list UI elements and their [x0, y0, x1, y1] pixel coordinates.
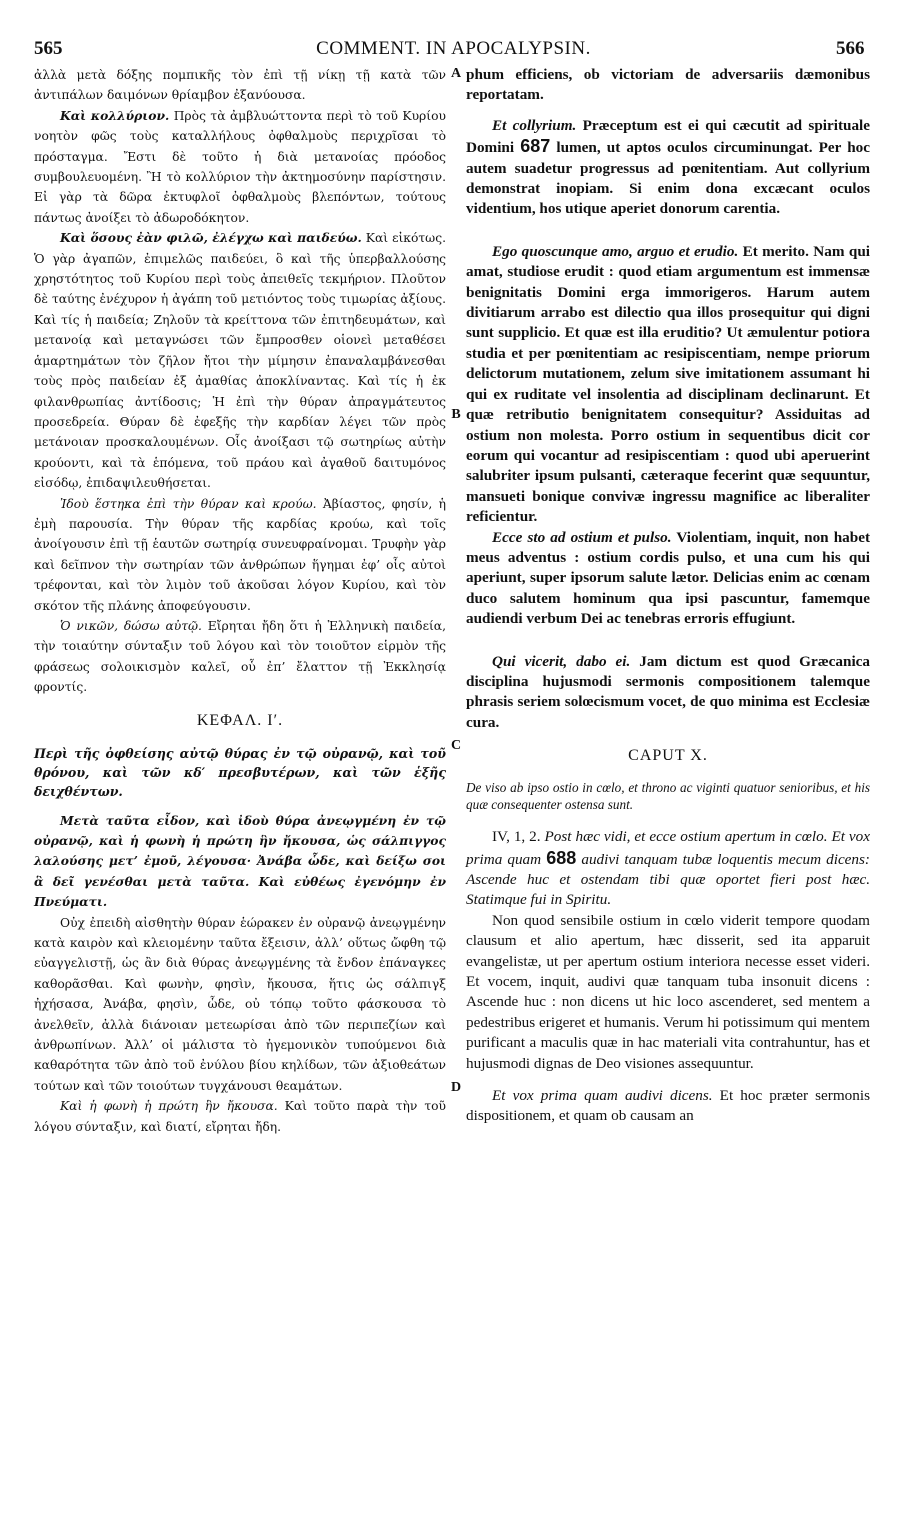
- latin-chapter-summary: De viso ab ipso ostio in cœlo, et throno ac viginti quatuor senioribus, et his quæ consequenter ostensa sunt.: [466, 780, 870, 813]
- column-number-688: 688: [546, 847, 577, 868]
- latin-lemma: Ego quoscunque amo, arguo et erudio.: [492, 242, 739, 260]
- greek-lemma: Ἰδοὺ ἕστηκα ἐπὶ τὴν θύραν καὶ κρούω.: [60, 496, 317, 511]
- latin-lemma: Et vox prima quam audivi dicens.: [492, 1087, 713, 1105]
- greek-text: Ἀβίαστος, φησίν, ἡ ἐμὴ παρουσία. Τὴν θύραν τῆς καρδίας κρούω, καὶ τοῖς ἀνοίγουσιν ἐπὶ τῇ ἑαυτῶν σωτηρίᾳ συνευφραίνομαι. Τρυφὴν γὰρ καὶ δεῖπνον τὴν σωτηρίαν τῶν ἀνθρώπων ἥγημαι ἐφ’ οἷς αὐτοὶ τρέφονται, καὶ τὸν λιμὸν τοῦ ἀκοῦσαι λόγον Κυρίου, καὶ τὸν σκότον τῆς πλάνης ἀποφεύγουσιν.: [34, 496, 446, 613]
- greek-paragraph: Οὐχ ἐπειδὴ αἰσθητὴν θύραν ἑώρακεν ἐν οὐρανῷ ἀνεῳγμένην κατὰ καιρὸν καὶ κλειομένην ταῦτα ἔξεισιν, ἀλλ’ οὕτως ὤφθη τῷ εὐαγγελιστῇ, ὡς ἂν διὰ θύρας ἀνεῳγμένης τὰ ἔνδον ἐπάναγκες καθορᾶσθαι. Καὶ φωνὴν, φησὶν, ἤκουσα, ἥτις ὡς σάλπιγξ ἠχήσασα, Ἀνάβα, φησὶν, ὧδε, οὐ τόπῳ τοῦτο φάσκουσα τὸ ἀνελθεῖν, ἀλλὰ διάνοιαν μετεωρίσαι ἀπὸ τῶν περιπεζίων καὶ ἀνθρωπίνων. Ἀλλ’ οἱ μάλιστα τὸ ἡγεμονικὸν τυπούμενοι διὰ καθαρότητα τῶν ἀπὸ τοῦ ἐνύλου βίου κηλίδων, τῶν ἀξιοθεάτων τούτων καὶ τῶν τοιούτων τυγχάνουσι θεαμάτων.: [34, 915, 446, 1093]
- latin-paragraph: [466, 652, 870, 734]
- greek-lemma: Καὶ ἡ φωνὴ ἡ πρώτη ἣν ἤκουσα.: [60, 1099, 278, 1114]
- page-number-left: 565: [34, 38, 63, 59]
- latin-lemma: Et collyrium.: [492, 116, 577, 134]
- greek-chapter-heading: ΚΕΦΑΛ. Ι′.: [196, 711, 284, 729]
- greek-lemma: Ὁ νικῶν, δώσω αὐτῷ.: [60, 618, 202, 633]
- greek-paragraph: [34, 106, 446, 228]
- page-number-right: 566: [836, 38, 865, 59]
- greek-text: Εἴρηται ἤδη ὅτι ἡ Ἑλληνικὴ παιδεία, τὴν τοιαύτην σύνταξιν τοῦ λόγου καὶ τὸν τοιοῦτον εἱρμὸν τῆς φράσεως σολοικισμὸν καλεῖ, οὗ ἐπ’ ἔλαττον τῇ Ἐκκλησίᾳ φροντίς.: [34, 618, 446, 695]
- latin-lemma: Ecce sto ad ostium et pulso.: [492, 528, 672, 546]
- latin-text: lumen, ut aptos oculos circuminungat. Per hoc autem suadetur progressus ad pœnitentiam. Aut collyrium demonstrat inopiam. Si enim dona excæcant oculos videntium, hos utique aperiet donorum carentia.: [466, 139, 870, 218]
- margin-letter-a: A: [450, 66, 462, 81]
- greek-paragraph: [34, 494, 446, 616]
- greek-text: Καὶ τοῦτο παρὰ τὴν τοῦ λόγου σύνταξιν, καὶ διατί, εἴρηται ἤδη.: [34, 1099, 447, 1134]
- latin-paragraph: [466, 1086, 870, 1127]
- greek-paragraph: [34, 616, 446, 698]
- greek-lemma: Καὶ κολλύριον.: [60, 107, 170, 123]
- latin-text: Violentiam, inquit, non habet meus adventus : ostium cordis pulso, et una cum his qui aperiunt, super ipsorum salute lætor. Delicias enim ac cœnam duco salutem hominum qua ipsi pascuntur, famemque audiendi verbum Dei ac tenebras erroris effugiunt.: [466, 528, 870, 628]
- greek-paragraph: [34, 1096, 446, 1137]
- latin-text: audivi tanquam tubæ loquentis mecum dicens: Ascende huc et ostendam tibi quæ oportet fieri post hæc. Statimque fui in Spiritu.: [466, 850, 870, 909]
- margin-letter-b: B: [451, 407, 461, 422]
- verse-reference: IV, 1, 2.: [492, 828, 541, 846]
- latin-scripture: [466, 827, 870, 911]
- margin-letter-d: D: [450, 1080, 462, 1095]
- column-number-687: 687: [520, 136, 551, 157]
- latin-paragraph: [466, 528, 870, 630]
- latin-paragraph: Non quod sensibile ostium in cœlo viderit tempore quodam clausum et alio apertum, hæc disserit, sed ita apparuit evangelistæ, ut per apertum ostium interiora necesse esset videri. Et vocem, inquit, audivi quæ tanquam tuba insonuit dicens : Ascende huc : non dicens ut hic loco ascenderet, sed mentem a pedestribus erigeret et humanis. Verum hi potissimum qui mentem purificant a maculis quæ in hac materiali vita contrahuntur, has et hujusmodi dignas de Deo visiones assequuntur.: [466, 911, 870, 1072]
- greek-text: Πρὸς τὰ ἀμβλυώττοντα περὶ τὸ τοῦ Κυρίου νοητὸν φῶς τοὺς καταλλήλους ὀφθαλμοὺς περιχρῖσαι τὸ πρόσταγμα. Ἔστι δὲ τοῦτο ἡ διὰ μετανοίας πρόοδος συμβουλευομένη. Ἢ τὸ κολλύριον τὴν ἀκτημοσύνην παρίστησιν. Εἰ γὰρ τὰ δῶρα ἐκτυφλοῖ ὀφθαλμοὺς βλεπόντων, τούτους πάντως ἀνοίξει τὸ ἀδωροδόκητον.: [34, 108, 446, 225]
- latin-text: Post hæc vidi, et ecce ostium apertum in cœlo. Et vox prima quam: [466, 828, 870, 868]
- latin-paragraph: [466, 242, 870, 528]
- greek-paragraph: [34, 228, 446, 493]
- greek-column: [34, 65, 446, 1137]
- greek-lemma: Καὶ ὅσους ἐὰν φιλῶ, ἐλέγχω καὶ παιδεύω.: [60, 230, 362, 246]
- latin-text: Et hoc præter sermonis dispositionem, et quam ob causam an: [466, 1087, 870, 1125]
- greek-chapter-summary: Περὶ τῆς ὀφθείσης αὐτῷ θύρας ἐν τῷ οὐρανῷ, καὶ τοῦ θρόνου, καὶ τῶν κδ′ πρεσβυτέρων, καὶ τῶν ἑξῆς δειχθέντων.: [34, 745, 446, 799]
- greek-paragraph: ἀλλὰ μετὰ δόξης πομπικῆς τὸν ἐπὶ τῇ νίκῃ τῇ κατὰ τῶν ἀντιπάλων δαιμόνων θρίαμβον ἐξανύουσα.: [34, 68, 446, 103]
- latin-text: Et merito. Nam qui amat, studiose erudit : quod etiam argumentum est immensæ benignitatis Domini erga immorigeros. Harum autem divitiarum arrabo est dilectio qua illos prosequitur qui digni sunt supplicio. Et quæ est illa eruditio? Ut æmulentur potiora studia et per pœnitentiam ac resipiscentiam, nempe priorum delictorum mutationem, zelum sive imitationem assumant hi qui ex ruditate vel insolentia ad disciplinam declinarunt. Et quæ retributio benignitatem consequitur? Assiduitas ad ostium non molesta. Porro ostium in sequentibus dicit cor eorum qui vocantur ad resipiscentiam : quod ubi aperuerint salubriter ipsum pulsanti, cæteraque fecerint quæ sequuntur, mansueti bonique convivæ ingressu magnifice ac liberaliter reficientur.: [466, 242, 870, 526]
- margin-letter-c: C: [450, 738, 462, 753]
- latin-text: Præceptum est ei qui cæcutit ad spirituale Domini: [466, 116, 871, 157]
- running-title: COMMENT. IN APOCALYPSIN.: [316, 38, 591, 59]
- greek-scripture: Μετὰ ταῦτα εἶδον, καὶ ἰδοὺ θύρα ἀνεῳγμένη ἐν τῷ οὐρανῷ, καὶ ἡ φωνὴ ἡ πρώτη ἣν ἤκουσα, ὡς σάλπιγγος λαλούσης μετ’ ἐμοῦ, λέγουσα· Ἀνάβα ὧδε, καὶ δείξω σοι ἃ δεῖ γενέσθαι μετὰ ταῦτα. Καὶ εὐθέως ἐγενόμην ἐν Πνεύματι.: [34, 812, 446, 910]
- latin-chapter-heading: CAPUT X.: [628, 747, 708, 765]
- latin-lemma: Qui vicerit, dabo ei.: [492, 652, 631, 670]
- latin-paragraph: phum efficiens, ob victoriam de adversariis dæmonibus reportatam.: [466, 66, 870, 104]
- latin-text: Jam dictum est quod Græcanica disciplina hujusmodi sermonis compositionem talemque phrasis seriem solœcismum vocet, de quo minima est Ecclesiæ cura.: [466, 652, 871, 731]
- latin-paragraph: [466, 116, 870, 220]
- latin-column: [466, 65, 870, 1127]
- greek-text: Καὶ εἰκότως. Ὁ γὰρ ἀγαπῶν, ἐπιμελῶς παιδεύει, ὃ καὶ τῆς ὑπερβαλλούσης χρηστότητος τοῦ Κυρίου περὶ τοὺς ἀπειθεῖς τεκμήριον. Πλοῦτον δὲ ταύτης ἐνέχυρον ἡ ἀγάπη τοῦ μετιόντος τοὺς τιμωρίας ἀξίους. Καὶ τίς ἡ παιδεία; Ζηλοῦν τὰ κρείττονα τῶν ἐπιτηδευμάτων, καὶ μετανοίᾳ καὶ μεταγνώσει τῶν ἔμπροσθεν οἱονεὶ μεταθέσει ἁμαρτημάτων τὸν ζῆλον ἤτοι τὴν μίμησιν ἐπαναλαμβάνεσθαι τοὺς πρὸς παιδείαν ἐξ ἀμαθίας ἀποκλίναντας. Καὶ τίς ἡ ἐκ φιλανθρωπίας ἀντίδοσις; Ἡ ἐπὶ τὴν θύραν ἀπραγμάτευτος προσεδρεία. Θύραν δὲ ἐφεξῆς τὴν καρδίαν λέγει τῶν πρὸς μετάνοιαν προσκαλουμένων. Οἷς ἀνοίξασι τῷ σωτηρίως αὐτὴν κρούοντι, καὶ τὰ ἑπόμενα, τοῦ πράου καὶ ἀγαθοῦ δαιτυμόνος εἰσόδῳ, ἐπιδαψιλευθήσεται.: [34, 231, 446, 491]
